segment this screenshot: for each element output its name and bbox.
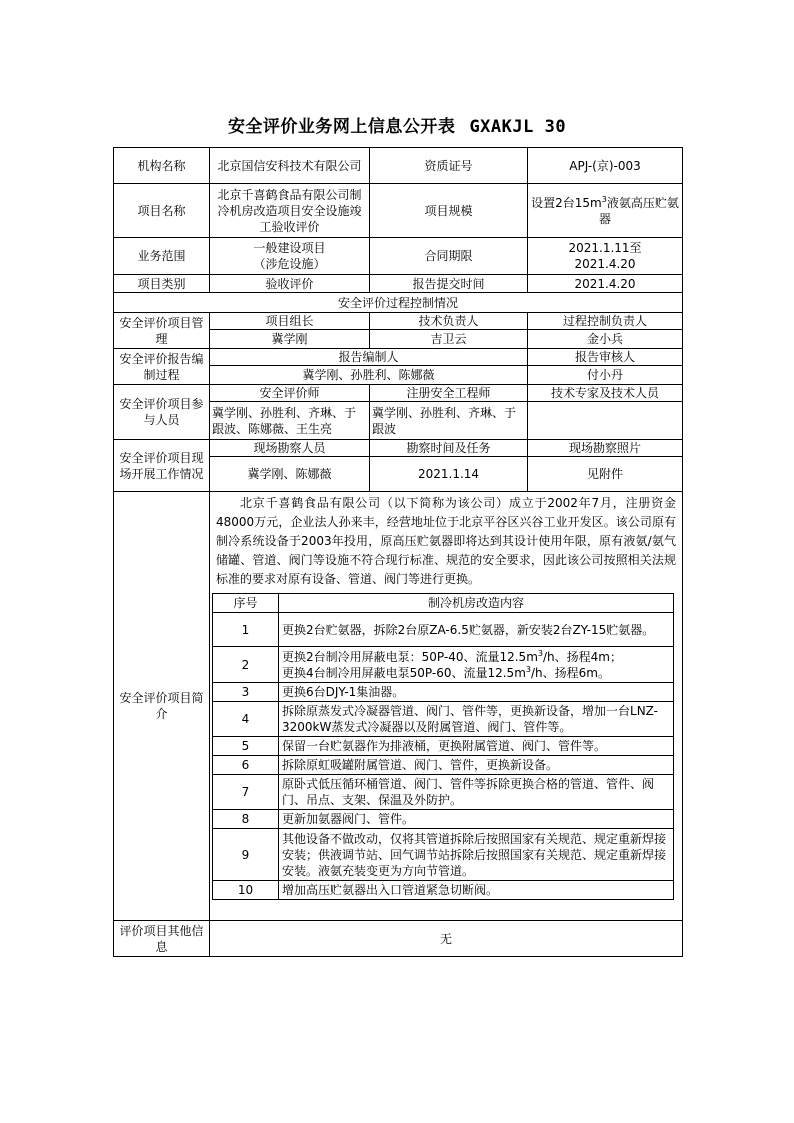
scale-value-sup: 3 (601, 194, 607, 204)
item-seq: 9 (213, 829, 279, 881)
item2-line2-sup: 3 (525, 664, 531, 674)
item2-line1 (282, 649, 670, 665)
item2-line1-sup: 3 (537, 648, 543, 658)
item-text: 更换6台DJY-1集油器。 (279, 683, 674, 702)
scale-value-pre: 设置2台15m (531, 195, 602, 210)
item-text: 更新加氨器阀门、管件。 (279, 810, 674, 829)
expert-label: 技术专家及技术人员 (528, 385, 683, 402)
time-label: 勘察时间及任务 (370, 440, 528, 457)
item-text: 增加高压贮氨器出入口管道紧急切断阀。 (279, 881, 674, 900)
period-label: 合同期限 (370, 238, 528, 275)
item-seq: 10 (213, 881, 279, 900)
item-seq: 2 (213, 647, 279, 683)
participants-label: 安全评价项目参与人员 (114, 385, 210, 440)
evaluator-label: 安全评价师 (210, 385, 370, 402)
item-seq: 6 (213, 756, 279, 775)
scope-value (210, 238, 370, 275)
time-value: 2021.1.14 (370, 457, 528, 492)
author-value: 冀学刚、孙胜利、陈娜薇 (210, 366, 528, 385)
org-value: 北京国信安科技术有限公司 (210, 148, 370, 184)
control-label: 过程控制负责人 (528, 313, 683, 330)
scope-value-line2: （涉危设施） (253, 257, 326, 271)
scale-label: 项目规模 (370, 184, 528, 238)
engineer-value: 冀学刚、孙胜利、齐琳、于跟波 (370, 402, 528, 440)
document-code: GXAKJL 30 (469, 117, 567, 137)
page-title (0, 112, 794, 137)
period-value-line2: 2021.4.20 (574, 257, 636, 271)
report-compile-label: 安全评价报告编制过程 (114, 349, 210, 385)
evaluator-value: 冀学刚、孙胜利、齐琳、于跟波、陈娜薇、王生亮 (210, 402, 370, 440)
item2-line1-post: /h、扬程4m； (542, 649, 622, 664)
management-label: 安全评价项目管理 (114, 313, 210, 349)
photo-value: 见附件 (528, 457, 683, 492)
item-text: 其他设备不做改动，仅将其管道拆除后按照国家有关规范、规定重新焊接安装；供液调节站、回气调节站拆除后按照国家有关规范、规定重新焊接安装。液氨充装变更为方向节管道。 (279, 829, 674, 881)
title-text: 安全评价业务网上信息公开表 (227, 117, 456, 137)
project-value: 北京千喜鹤食品有限公司制冷机房改造项目安全设施竣工验收评价 (210, 184, 370, 238)
item-text: 原卧式低压循环桶管道、阀门、管件等拆除更换合格的管道、管件、阀门、吊点、支架、保温及外防护。 (279, 775, 674, 810)
item-seq: 4 (213, 702, 279, 737)
reviewer-value: 付小丹 (528, 366, 683, 385)
project-label: 项目名称 (114, 184, 210, 238)
item-seq: 3 (213, 683, 279, 702)
scale-value (528, 184, 683, 238)
other-value: 无 (210, 921, 683, 957)
scale-value-post: 液氨高压贮氨器 (599, 195, 679, 226)
other-label: 评价项目其他信息 (114, 921, 210, 957)
item2-line2 (282, 665, 670, 681)
author-label: 报告编制人 (210, 349, 528, 366)
reviewer-label: 报告审核人 (528, 349, 683, 366)
item-text: 拆除原虹吸罐附属管道、阀门、管件，更换新设备。 (279, 756, 674, 775)
item2-line1-pre: 更换2台制冷用屏蔽电泵：50P-40、流量12.5m (282, 649, 538, 664)
seq-header: 序号 (213, 594, 279, 613)
intro-label: 安全评价项目简介 (114, 492, 210, 921)
type-value: 验收评价 (210, 275, 370, 293)
scope-label: 业务范围 (114, 238, 210, 275)
scope-value-line1: 一般建设项目 (253, 241, 326, 255)
content-header: 制冷机房改造内容 (279, 594, 674, 613)
leader-label: 项目组长 (210, 313, 370, 330)
org-label: 机构名称 (114, 148, 210, 184)
intro-content (210, 492, 683, 921)
engineer-label: 注册安全工程师 (370, 385, 528, 402)
tech-label: 技术负责人 (370, 313, 528, 330)
surveyor-value: 冀学刚、陈娜薇 (210, 457, 370, 492)
period-value (528, 238, 683, 275)
item2-line2-pre: 更换4台制冷用屏蔽电泵50P-60、流量12.5m (282, 665, 526, 680)
item-text: 更换2台贮氨器，拆除2台原ZA-6.5贮氨器，新安装2台ZY-15贮氨器。 (279, 613, 674, 647)
info-table (113, 147, 683, 957)
item2-line2-post: /h、扬程6m。 (530, 665, 610, 680)
cert-value: APJ-(京)-003 (528, 148, 683, 184)
cert-label: 资质证号 (370, 148, 528, 184)
leader-value: 冀学刚 (210, 330, 370, 349)
tech-value: 吉卫云 (370, 330, 528, 349)
intro-description: 北京千喜鹤食品有限公司（以下简称为该公司）成立于2002年7月，注册资金48000万元，企业法人孙来丰，经营地址位于北京平谷区兴谷工业开发区。该公司原有制冷系统设备于2003年投用，原高压贮氨器即将达到其设计使用年限，原有液氨/氨气储罐、管道、阀门等设施不符合现行标准、规范的安全要求，因此该公司按照相关法规标准的要求对原有设备、管道、阀门等进行更换。 (216, 496, 677, 586)
item-text-pump (279, 647, 674, 683)
item-seq: 7 (213, 775, 279, 810)
photo-label: 现场勘察照片 (528, 440, 683, 457)
report-time-label: 报告提交时间 (370, 275, 528, 293)
surveyor-label: 现场勘察人员 (210, 440, 370, 457)
item-text: 保留一台贮氨器作为排液桶，更换附属管道、阀门、管件等。 (279, 737, 674, 756)
period-value-line1: 2021.1.11至 (568, 241, 642, 255)
site-label: 安全评价项目现场开展工作情况 (114, 440, 210, 492)
renovation-table (212, 593, 674, 900)
control-value: 金小兵 (528, 330, 683, 349)
item-seq: 1 (213, 613, 279, 647)
expert-value (528, 402, 683, 440)
item-seq: 5 (213, 737, 279, 756)
process-header: 安全评价过程控制情况 (114, 293, 683, 313)
type-label: 项目类别 (114, 275, 210, 293)
item-text: 拆除原蒸发式冷凝器管道、阀门、管件等，更换新设备，增加一台LNZ-3200kW蒸发式冷凝器以及附属管道、阀门、管件等。 (279, 702, 674, 737)
report-time-value: 2021.4.20 (528, 275, 683, 293)
item-seq: 8 (213, 810, 279, 829)
